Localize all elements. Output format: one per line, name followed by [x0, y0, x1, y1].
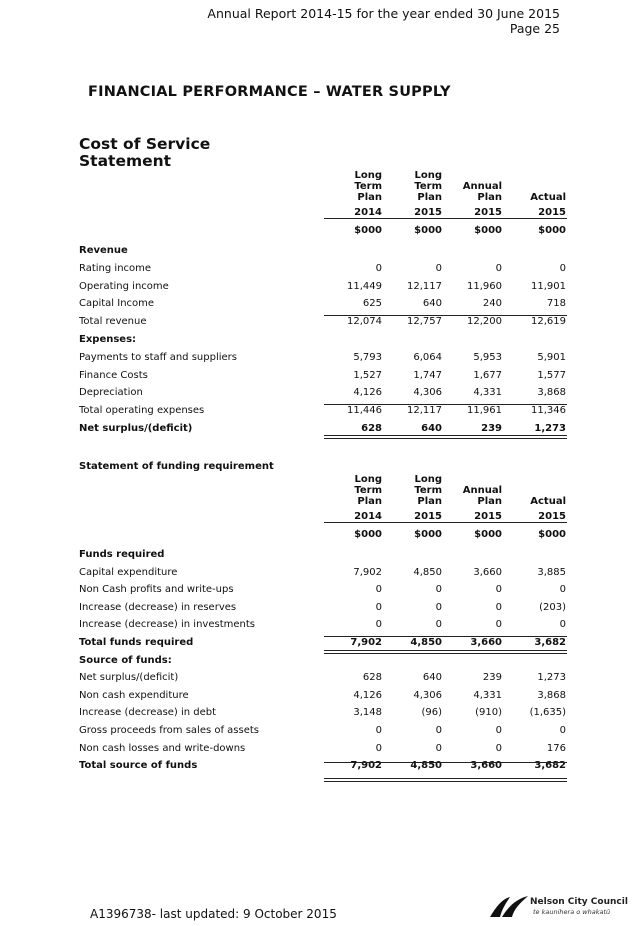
t2-total-source-rule-2: [324, 781, 567, 782]
t2-row-value: 7,902: [350, 637, 382, 648]
t2-colhead-1-l1: Long: [414, 474, 442, 485]
t2-year-underline: [324, 522, 567, 523]
t2-row: [79, 741, 569, 758]
t2-colhead-1-l3: Plan: [417, 496, 442, 507]
t1-colhead-1-l2: Term: [414, 181, 442, 192]
t2-row-label: Non cash losses and write-downs: [79, 742, 246, 754]
page-title: FINANCIAL PERFORMANCE – WATER SUPPLY: [88, 84, 451, 100]
t2-row-value: 4,331: [473, 689, 502, 701]
t2-year-0: 2014: [354, 511, 382, 522]
t1-row-value: 5,953: [473, 351, 502, 363]
t1-row-label: Payments to staff and suppliers: [79, 351, 237, 363]
t2-colhead-3-l2: [496, 485, 566, 496]
t2-row-value: 0: [435, 619, 442, 631]
t1-year-underline: [324, 218, 567, 219]
t1-colhead-0-l1: Long: [354, 170, 382, 181]
t2-row-value: 0: [559, 619, 566, 631]
t1-row: [79, 314, 569, 331]
t2-row-value: 3,660: [470, 760, 502, 772]
t2-colhead-2-l1: [432, 474, 502, 485]
t1-row-value: 640: [422, 298, 442, 310]
t1-unit-2: $000: [474, 225, 502, 236]
t2-row-label: Total source of funds: [79, 760, 198, 772]
t1-row-value: 12,200: [467, 316, 502, 328]
t2-row-label: Capital expenditure: [79, 566, 178, 578]
t2-row-value: 3,660: [473, 566, 502, 578]
t1-row-value: 1,747: [413, 369, 442, 381]
t2-row-value: 176: [546, 742, 566, 754]
t1-row-value: 11,960: [467, 280, 502, 292]
t2-row-value: 0: [495, 619, 502, 631]
t2-row-value: 0: [559, 584, 566, 596]
t2-colhead-2-l3: Plan: [477, 496, 502, 507]
t2-row: [79, 600, 569, 617]
t1-colhead-3-l2: [496, 181, 566, 192]
t2-row: [79, 758, 569, 775]
t1-colhead-0-l3: Plan: [357, 192, 382, 203]
logo-name: Nelson City Council: [530, 897, 628, 907]
t2-row: [79, 688, 569, 705]
t1-row-value: 4,331: [473, 387, 502, 399]
t2-row-label: Funds required: [79, 549, 165, 560]
council-logo-icon: [488, 893, 532, 921]
t2-unit-1: $000: [414, 529, 442, 540]
t1-colhead-3-l1: [496, 170, 566, 181]
t1-row-value: 4,126: [353, 387, 382, 399]
t1-unit-3: $000: [538, 225, 566, 236]
t1-row-value: 0: [559, 262, 566, 274]
t1-row-value: 11,961: [467, 405, 502, 417]
t2-row-value: 0: [435, 725, 442, 736]
t2-row-label: Non Cash profits and write-ups: [79, 584, 234, 596]
t1-row-value: 0: [375, 262, 382, 274]
t2-unit-3: $000: [538, 529, 566, 540]
t2-colhead-1-l2: Term: [414, 485, 442, 496]
t2-unit-0: $000: [354, 529, 382, 540]
t2-row-value: 0: [495, 584, 502, 596]
t1-net-rule-2: [324, 438, 567, 439]
t1-row-value: 12,117: [407, 405, 442, 417]
t1-colhead-3-l3: Actual: [530, 192, 566, 203]
t1-row-label: Rating income: [79, 262, 152, 274]
t2-total-required-rule-top: [324, 636, 567, 637]
report-header: [207, 6, 560, 36]
t2-row: [79, 705, 569, 722]
t1-row-label: Expenses:: [79, 334, 137, 345]
t2-row-value: 3,682: [534, 760, 566, 772]
section2-heading: Statement of funding requirement: [79, 461, 274, 472]
t1-colhead-2-l3: Plan: [477, 192, 502, 203]
t2-row-label: Gross proceeds from sales of assets: [79, 725, 260, 736]
t2-row-value: 4,850: [413, 566, 442, 578]
t1-colhead-2-l2: Annual: [462, 181, 502, 192]
t1-row-value: 628: [361, 423, 382, 434]
t1-row-label: Finance Costs: [79, 369, 148, 381]
t2-row-value: 7,902: [353, 566, 382, 578]
t1-row-value: 4,306: [413, 387, 442, 399]
t2-row-value: 0: [375, 725, 382, 736]
t1-row-label: Total operating expenses: [79, 405, 205, 417]
t1-colhead-0-l2: Term: [354, 181, 382, 192]
t1-row-value: 239: [481, 423, 502, 434]
t1-row-label: Operating income: [79, 280, 169, 292]
t2-total-source-rule-top: [324, 762, 567, 763]
t2-row-value: (203): [539, 601, 566, 613]
t2-row-value: 0: [495, 742, 502, 754]
t1-row-value: 12,757: [407, 316, 442, 328]
t2-row-value: 628: [362, 672, 382, 684]
t1-row-value: 1,527: [353, 369, 382, 381]
logo-subtitle: te kaunihera o whakatū: [533, 908, 611, 916]
section1-heading-line2: Statement: [79, 152, 172, 170]
t2-row-value: 0: [375, 619, 382, 631]
t2-colhead-3: [496, 474, 566, 507]
t2-row-value: 0: [375, 742, 382, 754]
t1-colhead-3: [496, 170, 566, 203]
t2-row-value: 4,126: [353, 689, 382, 701]
t1-row-label: Capital Income: [79, 298, 155, 310]
t2-row: [79, 565, 569, 582]
t1-row-label: Depreciation: [79, 387, 143, 399]
t1-colhead-2: [432, 170, 502, 203]
t2-row-value: 0: [495, 601, 502, 613]
t2-row-value: 239: [482, 672, 502, 684]
t2-row: [79, 547, 569, 564]
t2-row-value: 4,306: [413, 689, 442, 701]
t1-row-value: 640: [421, 423, 442, 434]
t2-year-2: 2015: [474, 511, 502, 522]
t1-year-2: 2015: [474, 207, 502, 218]
t2-row-label: Net surplus/(deficit): [79, 672, 179, 684]
t2-row: [79, 653, 569, 670]
t1-row: [79, 368, 569, 385]
t1-row-value: 3,868: [537, 387, 566, 399]
t2-row-value: (96): [421, 707, 442, 719]
t1-row: [79, 279, 569, 296]
t1-year-0: 2014: [354, 207, 382, 218]
t1-total-expenses-rule: [324, 404, 567, 405]
t2-row-value: 3,148: [353, 707, 382, 719]
t2-row-value: 640: [422, 672, 442, 684]
t1-row-value: 240: [482, 298, 502, 310]
header-line-2: Page 25: [509, 21, 560, 36]
t1-net-rule-1: [324, 435, 567, 436]
t2-row: [79, 617, 569, 634]
t2-colhead-3-l1: [496, 474, 566, 485]
t2-row-value: 3,885: [537, 566, 566, 578]
t2-total-required-rule-2: [324, 653, 567, 654]
t2-row-value: 3,660: [470, 637, 502, 648]
t2-row: [79, 670, 569, 687]
t2-colhead-3-l3: Actual: [530, 496, 566, 507]
t1-total-revenue-rule: [324, 315, 567, 316]
t1-row-value: 5,793: [353, 351, 382, 363]
t1-row-value: 718: [546, 298, 566, 310]
t1-row: [79, 296, 569, 313]
t2-row-label: Increase (decrease) in reserves: [79, 601, 237, 613]
t2-row-value: 4,850: [410, 637, 442, 648]
t2-row-value: 3,682: [534, 637, 566, 648]
t2-row-label: Non cash expenditure: [79, 689, 189, 701]
footer-doc-ref: A1396738- last updated: 9 October 2015: [90, 907, 337, 921]
t2-row-value: 4,850: [410, 760, 442, 772]
t1-unit-0: $000: [354, 225, 382, 236]
t2-colhead-0-l3: Plan: [357, 496, 382, 507]
t1-row-value: 12,117: [407, 280, 442, 292]
t2-row-label: Source of funds:: [79, 654, 172, 666]
t1-row-value: 11,446: [347, 405, 382, 417]
t2-row-value: (1,635): [529, 707, 566, 719]
t2-row-value: 0: [435, 742, 442, 754]
t1-row-value: 1,577: [537, 369, 566, 381]
t1-row: [79, 243, 569, 260]
t2-total-required-rule-1: [324, 650, 567, 651]
t1-row-value: 11,346: [531, 405, 566, 417]
t2-row-value: 0: [375, 601, 382, 613]
t2-row: [79, 582, 569, 599]
t1-row: [79, 403, 569, 420]
t2-colhead-0-l1: Long: [354, 474, 382, 485]
t2-row-label: Increase (decrease) in investments: [79, 619, 255, 631]
section1-heading-line1: Cost of Service: [79, 135, 211, 153]
t2-colhead-2: [432, 474, 502, 507]
t1-row-value: 1,677: [473, 369, 502, 381]
t2-unit-2: $000: [474, 529, 502, 540]
t1-year-3: 2015: [538, 207, 566, 218]
t2-row-value: 3,868: [537, 689, 566, 701]
t2-row-value: (910): [475, 707, 502, 719]
t1-row-value: 0: [495, 262, 502, 274]
t1-row-value: 1,273: [534, 423, 566, 434]
t2-row: [79, 723, 569, 740]
t2-row-label: Increase (decrease) in debt: [79, 707, 217, 719]
t1-row-value: 0: [435, 262, 442, 274]
t1-row: [79, 385, 569, 402]
t1-row-value: 6,064: [413, 351, 442, 363]
t2-colhead-0-l2: Term: [354, 485, 382, 496]
council-logo: [488, 893, 628, 921]
t2-year-3: 2015: [538, 511, 566, 522]
t1-row-value: 625: [362, 298, 382, 310]
t1-row: [79, 350, 569, 367]
t1-row: [79, 261, 569, 278]
t1-row: [79, 332, 569, 349]
t2-row-value: 1,273: [537, 672, 566, 684]
t1-row-value: 11,901: [531, 280, 566, 292]
t2-colhead-2-l2: Annual: [462, 485, 502, 496]
t2-row-value: 0: [559, 725, 566, 736]
t2-row-value: 7,902: [350, 760, 382, 772]
t1-colhead-1-l3: Plan: [417, 192, 442, 203]
t1-row-value: 12,619: [531, 316, 566, 328]
t1-unit-1: $000: [414, 225, 442, 236]
t2-row-value: 0: [495, 725, 502, 736]
t1-row-label: Revenue: [79, 245, 128, 256]
t2-row-value: 0: [435, 584, 442, 596]
t1-row-label: Net surplus/(deficit): [79, 423, 193, 434]
t2-year-1: 2015: [414, 511, 442, 522]
t1-colhead-2-l1: [432, 170, 502, 181]
header-line-1: Annual Report 2014-15 for the year ended 30 June 2015: [207, 6, 560, 21]
t1-row-value: 5,901: [537, 351, 566, 363]
t1-year-1: 2015: [414, 207, 442, 218]
t1-row-value: 12,074: [347, 316, 382, 328]
t1-row-label: Total revenue: [79, 316, 147, 328]
section1-heading: [79, 136, 210, 170]
t2-row-label: Total funds required: [79, 637, 194, 648]
t1-row-value: 11,449: [347, 280, 382, 292]
t2-total-source-rule-1: [324, 778, 567, 779]
t2-row-value: 0: [375, 584, 382, 596]
t2-row-value: 0: [435, 601, 442, 613]
t1-colhead-1-l1: Long: [414, 170, 442, 181]
